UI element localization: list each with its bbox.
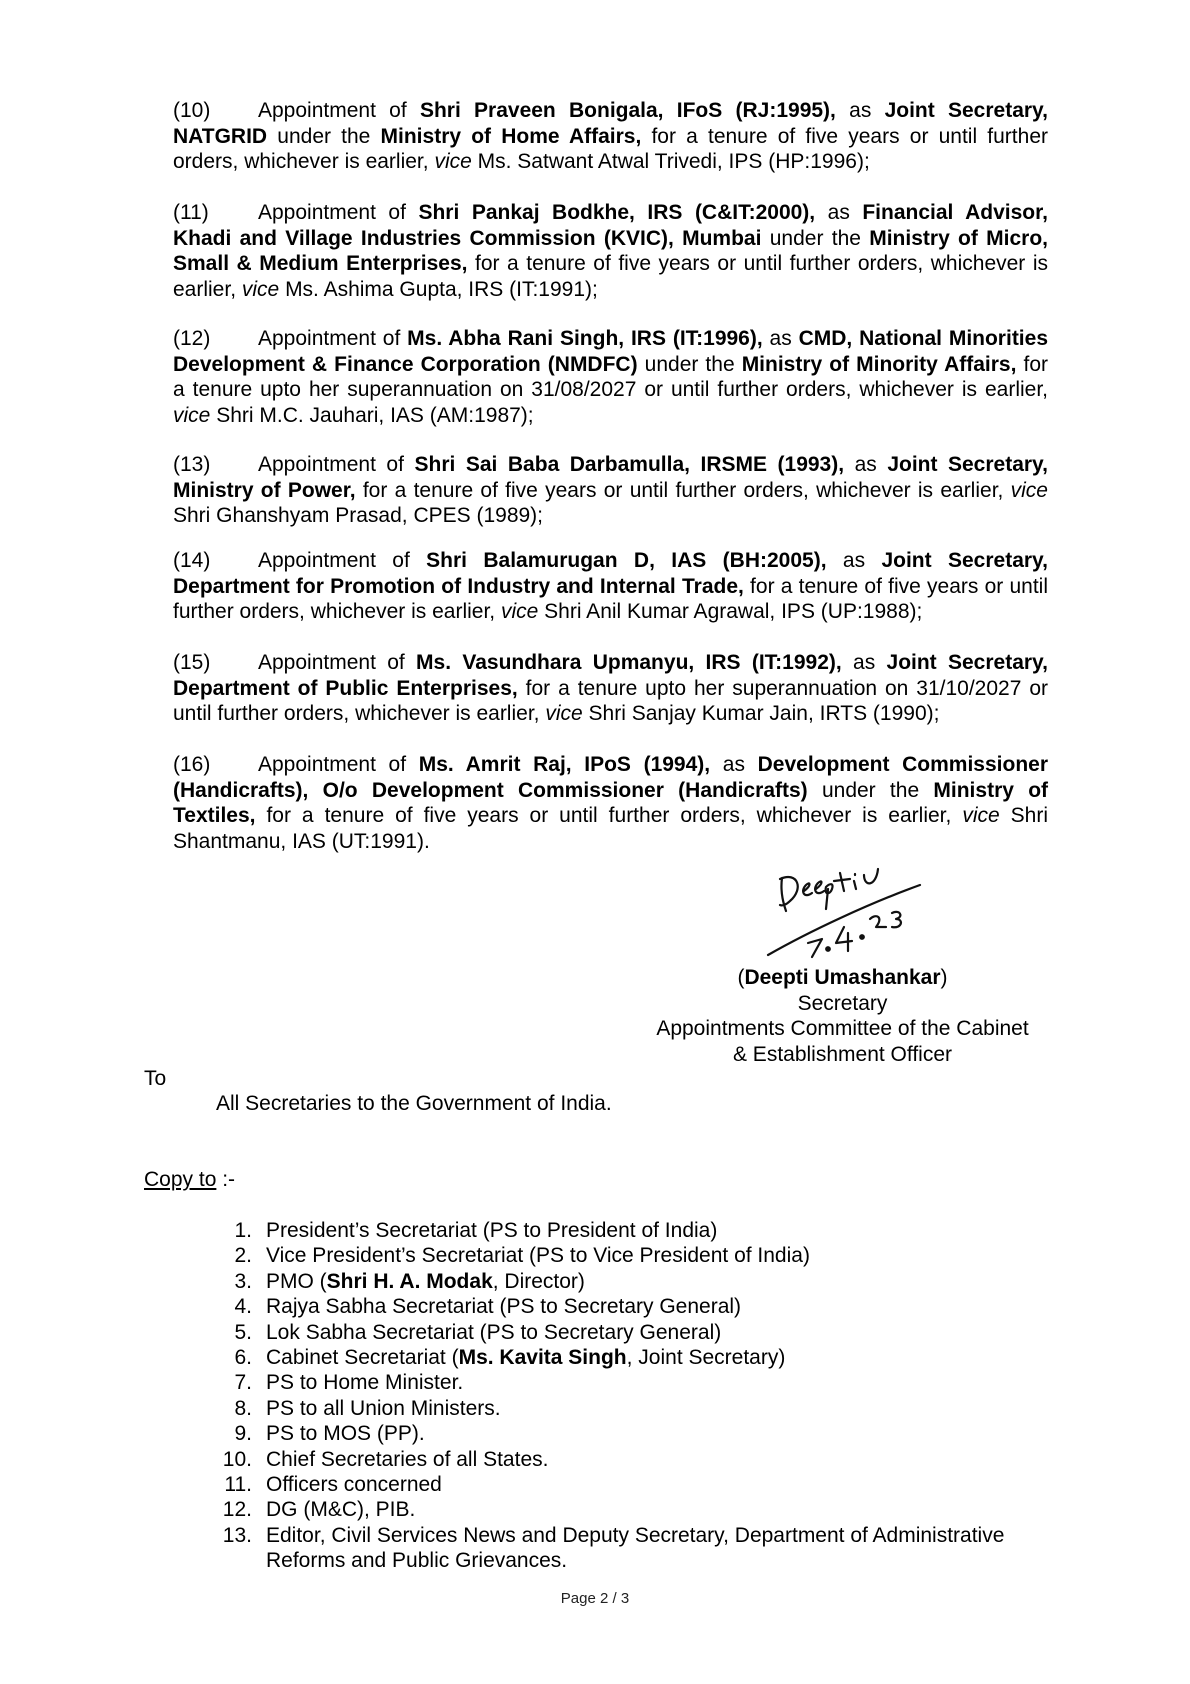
list-item-number: 10.	[222, 1447, 252, 1471]
text-run: as	[841, 651, 887, 674]
paragraph-text	[173, 753, 1048, 853]
list-item-text	[266, 1320, 1074, 1345]
signatory-name	[620, 965, 1065, 991]
list-item	[214, 1472, 1074, 1497]
bold-text: Ministry of Home Affairs,	[380, 124, 642, 148]
text-run: Appointment of	[258, 327, 408, 350]
text-run: for a tenure of five years or until further orders, whichever is earlier,	[173, 574, 1048, 623]
copy-to-heading	[144, 1168, 235, 1192]
text-run: Appointment of	[258, 99, 420, 122]
list-item-text	[266, 1269, 1074, 1294]
text-run: Lok Sabha Secretariat (PS to Secretary General)	[266, 1320, 722, 1344]
bold-text: Ms. Vasundhara Upmanyu, IRS (IT:1992),	[416, 651, 842, 674]
paragraph-number: (12)	[173, 327, 211, 350]
text-run: Editor, Civil Services News and Deputy Secretary, Department of Administrative Reforms and Public Grievances.	[266, 1523, 1005, 1573]
paragraph-text	[173, 201, 1048, 301]
paragraph-text	[173, 99, 1048, 173]
list-item-number: 13.	[222, 1523, 252, 1547]
paragraph-text	[173, 549, 1048, 623]
bold-text: Ministry of Micro, Small & Medium Enterprises,	[173, 226, 1048, 275]
list-item	[214, 1218, 1074, 1243]
bold-text: CMD, National Minorities Development & Finance Corporation (NMDFC)	[173, 327, 1048, 376]
list-item-text	[266, 1294, 1074, 1319]
text-run: as	[835, 99, 885, 122]
text-run: for a tenure upto her superannuation on 31/08/2027 or until further orders, whichever is earlier,	[173, 352, 1049, 401]
text-run: DG (M&C), PIB.	[266, 1498, 416, 1522]
text-run: as	[710, 753, 758, 776]
italic-text: vice	[1010, 478, 1048, 502]
list-item-text	[266, 1396, 1074, 1421]
text-run: , Director)	[492, 1269, 585, 1293]
signature-block	[620, 965, 1065, 1067]
paragraph-text	[173, 651, 1048, 725]
list-item-text	[266, 1523, 1074, 1574]
list-item-text	[266, 1421, 1074, 1446]
bold-text: Shri H. A. Modak	[326, 1269, 493, 1293]
paren-open: (	[737, 966, 745, 989]
paragraph-number: (11)	[173, 201, 209, 224]
bold-text: Shri Sai Baba Darbamulla, IRSME (1993),	[414, 453, 845, 476]
paragraph-number: (15)	[173, 651, 211, 674]
list-item-number: 3.	[234, 1269, 252, 1293]
text-run: PS to Home Minister.	[266, 1371, 464, 1395]
list-item	[214, 1269, 1074, 1294]
list-item	[214, 1523, 1074, 1574]
appointment-paragraph-14	[173, 548, 1048, 625]
appointment-paragraph-10	[173, 98, 1048, 175]
signatory-name-text: Deepti Umashankar	[744, 966, 941, 989]
copy-to-list	[214, 1218, 1074, 1574]
bold-text: Joint Secretary, Department for Promotion of Industry and Internal Trade,	[173, 549, 1048, 598]
appointment-paragraph-11	[173, 200, 1048, 302]
signatory-title: Secretary	[797, 991, 888, 1015]
bold-text: Joint Secretary, Department of Public Enterprises,	[173, 651, 1049, 700]
bold-text: Joint Secretary, NATGRID	[173, 99, 1049, 148]
text-run: Rajya Sabha Secretariat (PS to Secretary General)	[266, 1295, 742, 1319]
to-label: To	[144, 1067, 167, 1090]
list-item-number: 4.	[234, 1295, 252, 1319]
paragraph-number: (10)	[173, 99, 211, 122]
list-item	[214, 1320, 1074, 1345]
bold-text: Ms. Abha Rani Singh, IRS (IT:1996),	[407, 327, 763, 350]
text-run: Shri Ghanshyam Prasad, CPES (1989);	[173, 504, 544, 527]
list-item-number: 7.	[234, 1371, 252, 1395]
list-item	[214, 1243, 1074, 1268]
list-item	[214, 1447, 1074, 1472]
list-item-number: 11.	[224, 1473, 252, 1497]
list-item-text	[266, 1370, 1074, 1395]
text-run: PS to MOS (PP).	[266, 1422, 425, 1446]
text-run: Appointment of	[258, 651, 417, 674]
italic-text: vice	[962, 804, 1000, 827]
bold-text: Joint Secretary, Ministry of Power,	[173, 453, 1049, 502]
italic-text: vice	[545, 702, 583, 725]
text-run: Appointment of	[258, 453, 415, 476]
text-run: under the	[761, 226, 870, 250]
list-item-text	[266, 1345, 1074, 1370]
appointment-paragraph-12	[173, 326, 1048, 428]
handwritten-signature	[760, 843, 930, 963]
text-run: Shri M.C. Jauhari, IAS (AM:1987);	[210, 403, 534, 427]
text-run: , Joint Secretary)	[626, 1346, 786, 1370]
text-run: Shri Anil Kumar Agrawal, IPS (UP:1988);	[538, 600, 923, 623]
paragraph-number: (13)	[173, 453, 211, 476]
text-run: Ms. Satwant Atwal Trivedi, IPS (HP:1996);	[471, 150, 870, 173]
paragraph-text	[173, 453, 1048, 527]
text-run: Shri Shantmanu, IAS (UT:1991).	[173, 804, 1048, 853]
bold-text: Ms. Kavita Singh	[458, 1346, 627, 1370]
text-run: PMO (	[266, 1269, 327, 1293]
italic-text: vice	[500, 600, 539, 623]
list-item-text	[266, 1497, 1074, 1522]
page-number: Page 2 / 3	[560, 1590, 630, 1607]
text-run: for a tenure upto her superannuation on 31/10/2027 or until further orders, whichever is earlier,	[173, 676, 1048, 725]
bold-text: Shri Praveen Bonigala, IFoS (RJ:1995),	[419, 99, 836, 122]
copy-to-label: Copy to	[144, 1168, 217, 1191]
paren-close: )	[940, 966, 948, 989]
text-run: for a tenure of five years or until further orders, whichever is earlier,	[173, 124, 1048, 173]
text-run: Appointment of	[258, 549, 427, 572]
appointment-paragraph-13	[173, 452, 1048, 529]
signatory-office-line2: & Establishment Officer	[732, 1042, 953, 1066]
bold-text: Ministry of Minority Affairs,	[741, 352, 1017, 376]
text-run: under the	[637, 352, 742, 376]
text-run: President’s Secretariat (PS to President of India)	[266, 1219, 718, 1242]
text-run: under the	[267, 124, 381, 148]
text-run: under the	[807, 778, 934, 802]
list-item	[214, 1370, 1074, 1395]
text-run: for a tenure of five years or until further orders, whichever is earlier,	[255, 804, 963, 827]
list-item-number: 8.	[234, 1396, 252, 1420]
text-run: Shri Sanjay Kumar Jain, IRTS (1990);	[582, 702, 940, 725]
appointment-paragraph-15	[173, 650, 1048, 727]
paragraph-number: (14)	[173, 549, 211, 572]
italic-text: vice	[173, 403, 211, 427]
list-item-number: 6.	[234, 1346, 252, 1370]
bold-text: Shri Pankaj Bodkhe, IRS (C&IT:2000),	[418, 201, 816, 224]
list-item-text	[266, 1472, 1074, 1497]
bold-text: Development Commissioner (Handicrafts), O/o Development Commissioner (Handicrafts)	[173, 753, 1048, 802]
list-item-number: 9.	[234, 1422, 252, 1446]
italic-text: vice	[241, 277, 280, 301]
list-item-number: 12.	[222, 1498, 252, 1522]
paragraph-text	[173, 327, 1048, 427]
bold-text: Ministry of Textiles,	[173, 778, 1049, 827]
list-item-number: 5.	[234, 1320, 252, 1344]
text-run: Appointment of	[258, 201, 419, 224]
bold-text: Financial Advisor, Khadi and Village Industries Commission (KVIC), Mumbai	[173, 201, 1048, 250]
bold-text: Ms. Amrit Raj, IPoS (1994),	[418, 753, 711, 776]
text-run: Cabinet Secretariat (	[266, 1346, 459, 1370]
signatory-office-line1: Appointments Committee of the Cabinet	[656, 1017, 1029, 1040]
list-item	[214, 1396, 1074, 1421]
text-run: Officers concerned	[266, 1473, 442, 1497]
list-item-text	[266, 1243, 1074, 1268]
text-run: PS to all Union Ministers.	[266, 1396, 501, 1420]
text-run: as	[826, 549, 882, 572]
paragraph-number: (16)	[173, 753, 211, 776]
text-run: as	[815, 201, 863, 224]
text-run: for a tenure of five years or until further orders, whichever is earlier,	[173, 252, 1048, 301]
list-item-text	[266, 1447, 1074, 1472]
copy-to-suffix: :-	[216, 1168, 236, 1191]
list-item-number: 2.	[234, 1244, 252, 1268]
italic-text: vice	[434, 150, 472, 173]
text-run: Ms. Ashima Gupta, IRS (IT:1991);	[279, 277, 598, 301]
text-run: Chief Secretaries of all States.	[266, 1447, 549, 1471]
text-run: Appointment of	[258, 753, 419, 776]
text-run: for a tenure of five years or until further orders, whichever is earlier,	[355, 478, 1011, 502]
list-item	[214, 1421, 1074, 1446]
list-item-number: 1.	[234, 1219, 252, 1242]
text-run: as	[844, 453, 888, 476]
list-item	[214, 1345, 1074, 1370]
list-item-text	[266, 1218, 1074, 1243]
list-item	[214, 1294, 1074, 1319]
bold-text: Shri Balamurugan D, IAS (BH:2005),	[426, 549, 827, 572]
to-recipient: All Secretaries to the Government of India.	[216, 1092, 612, 1115]
appointment-paragraph-16	[173, 752, 1048, 854]
list-item	[214, 1497, 1074, 1522]
text-run: as	[762, 327, 799, 350]
text-run: Vice President’s Secretariat (PS to Vice President of India)	[266, 1244, 810, 1268]
